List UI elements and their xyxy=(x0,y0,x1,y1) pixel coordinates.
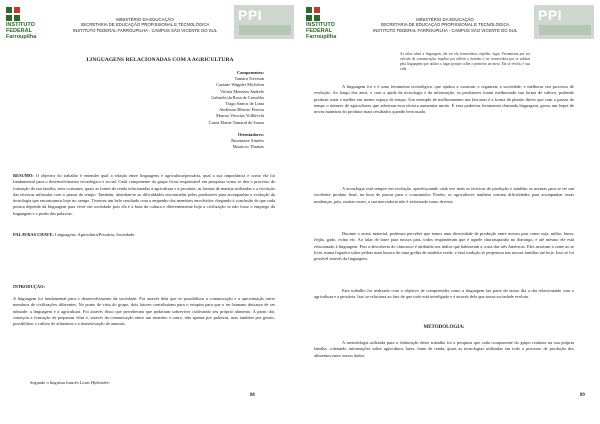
author-name: Caren Elaine Tamaral de Souza xyxy=(208,119,264,125)
author-name: Marcus Vinicius Vollbrecht xyxy=(215,113,264,119)
page-number: 88 xyxy=(250,393,255,398)
article-title: LINGUAGENS RELACIONADAS COM A AGRICULTURA xyxy=(86,57,234,63)
header-line-1: MINISTÉRIO DA EDUCAÇÃO xyxy=(116,17,174,22)
quote-intro: Segundo o linguista francês Louis Hjelmslev: xyxy=(30,380,111,385)
ppi-logo: PPI xyxy=(234,5,294,39)
institute-logo: INSTITUTO FEDERAL Farroupilha xyxy=(306,7,340,37)
intro-paragraph: A linguagem foi fundamental para o desenvolvimento da sociedade. Foi através dela que se possibilitou a comunicação e a aproximação entre membros de civilizações diferentes. No ponto de vista do grupo, dois fatores contribuíram para o estopim para que o ser humano deixasse de ser nômade: a linguagem e a agricultura. Foi através disso que perceberam que podariam sobreviver cultivando seu próprio alimento. A partir daí, começou a formação de pequenas vilas e, através da comunicação entre um membro e outro, não apenas por palavras, mas também por gestos, possibilitou o cultivo de alimentos e a domesticação de animais. xyxy=(13,296,275,327)
authors-block xyxy=(154,70,264,150)
author-name: Tamara Trevisan xyxy=(234,76,264,82)
body-paragraph: A metodologia utilizada para a elaboração deste trabalho foi a pesquisa que cada componente do grupo realizou na sua própria família, coletando informações sobre agricultura, lazer, fonte de renda, quais as tecnologias utilizadas em todo o processo de produção dos alimentos entre outros dados. xyxy=(314,340,574,358)
author-name: Vitória Menezes Andrele xyxy=(220,88,264,94)
methodology-heading: METODOLOGIA: xyxy=(423,325,465,330)
advisors-heading: Orientadores: xyxy=(237,131,264,137)
header-text xyxy=(350,17,540,33)
body-paragraph: A linguagem foi e é uma ferramenta tecnológica, que ajudou a construir e organizar a sociedade, e melhorar seu processo de evolução. Ao longo dos anos, e com a ajuda da tecnologia e da informação, os produtores foram melhorando sua forma de cultivo, podendo produzir mais e melhor em menor espaço de tempo. Um exemplo de melhoramento nas lavouras é a forma de plantio direto que com o passar do tempo o número de agricultores que aderiram essa técnica aumentou muito. É essa poderosa ferramenta chamada linguagem, gerou um leque de novas maneiras do produtor mais resultados quando bem usada. xyxy=(314,84,574,115)
body-paragraph: Este trabalho foi realizado com o objetivo de compreender como a linguagem faz parte do nosso dia a dia relacionando com a agricultura e a pecuária. Isso se relaciona ao fato de que todo está interligado e é através dela que nossa sociedade evoluiu. xyxy=(314,288,574,300)
keywords-label: PALAVRAS CHAVE: xyxy=(13,232,54,237)
header-line-1: MINISTÉRIO DA EDUCAÇÃO xyxy=(416,17,474,22)
advisor-name: Rosemaire Simões xyxy=(231,138,264,144)
body-paragraph: A tecnologia está sempre em evolução, aperfeiçoando cada vez mais as técnicas de produção e também as normas para se ter um excelente produto final, na hora de passar para o consumidor. Porém, os agricultores também contam dificuldades para acompanhar essas mudanças, pois, muitas vezes, a sua mercadoria não é valorizada como deveria. xyxy=(314,186,574,204)
right-page xyxy=(300,0,600,424)
author-name: Anderson Ribeiro Pereira xyxy=(219,107,264,113)
author-name: Caziane Wappler Michelon xyxy=(216,82,264,88)
author-name: Tiago Santos de Lima xyxy=(225,101,264,107)
page-header xyxy=(0,2,300,42)
abstract-paragraph xyxy=(13,173,275,217)
intro-heading: INTRODUÇÃO: xyxy=(13,284,45,289)
abstract-label: RESUMO: xyxy=(13,173,34,178)
advisor-name: Mauricio Thomas xyxy=(232,144,264,150)
institute-logo: INSTITUTO FEDERAL Farroupilha xyxy=(6,7,40,37)
header-line-2: SECRETARIA DE EDUCAÇÃO PROFISSIONAL E TECNOLÓGICA xyxy=(80,22,210,28)
author-name: Gabriela da Rosa de Carvalho xyxy=(211,94,264,100)
body-paragraph: Durante o nosso material, podemos perceber que temos uma diversidade de produção entre nossos pais como soja, milho, fumo, feijão, gado, ovino etc. Ao falar de lazer para nossos pais, todos responderam que é aquele churrasquinho no domingo, e até mesmo ele está relacionado à linguagem. Pois a descoberta do churrasco é atribuída aos índios que habitavam a costa das três Américas. Eles assavam a carne ao ar livre, numa fogueira sobre pedras num buraco de uma grelha de madeira verde, e essa tradição se perpetuou nas nossas famílias até hoje. Isso só foi possível através da linguagem. xyxy=(314,231,574,262)
quote-note: As falas sobre a linguagem, diz ser ela fornecedora, espelho, lugar. Ferramenta por ser veículo de comunicação; espelho por refletir o homem e ser fornecedora por se utilizar pela linguagem que utiliza o lugar porque colhe o primeiro ao meio. Ela se revela, é sua vida. xyxy=(400,52,530,71)
abstract-text: O objetivo do trabalho é entender qual a relação entre linguagens e agricultura/pecuária, qual a sua importância e como ela foi fundamental para o desenvolvimento tecnológico e social. Cada componente do grupo ficou responsável em pesquisar como se deu o processo de formação da sua família, seus costumes, quais as fontes de renda relacionadas à agricultura e à pecuária, as formas de manejo utilizadas e a evolução das técnicas utilizadas com o passar do tempo. Também, abordam-se as dificuldades encontradas pelos produtores para acompanhar a evolução da tecnologia que encontramos hoje no campo. Tivemos um belo resultado com o empenho dos membros envolvidos chegando à conclusão de que cada pessoa depende da linguagem para viver em sociedade pois ela é a base da cultura e diferentemente hoje a civilização se não fosse o emprego da linguagem e o poder das palavras. xyxy=(13,173,275,216)
components-heading: Componentes: xyxy=(236,70,264,75)
page-header xyxy=(300,2,600,42)
keywords-paragraph xyxy=(13,232,275,238)
header-text xyxy=(50,17,240,33)
header-line-3: INSTITUTO FEDERAL FARROUPILHA - CAMPUS SÃO VICENTE DO SUL xyxy=(72,27,218,33)
keywords-text: Linguagens, Agricultura/Pecuária, Sociedade. xyxy=(54,232,136,237)
ppi-logo: PPI xyxy=(534,5,594,39)
page-number: 89 xyxy=(580,393,585,398)
header-line-2: SECRETARIA DE EDUCAÇÃO PROFISSIONAL E TECNOLÓGICA xyxy=(380,22,510,28)
header-line-3: INSTITUTO FEDERAL FARROUPILHA - CAMPUS SÃO VICENTE DO SUL xyxy=(372,27,518,33)
